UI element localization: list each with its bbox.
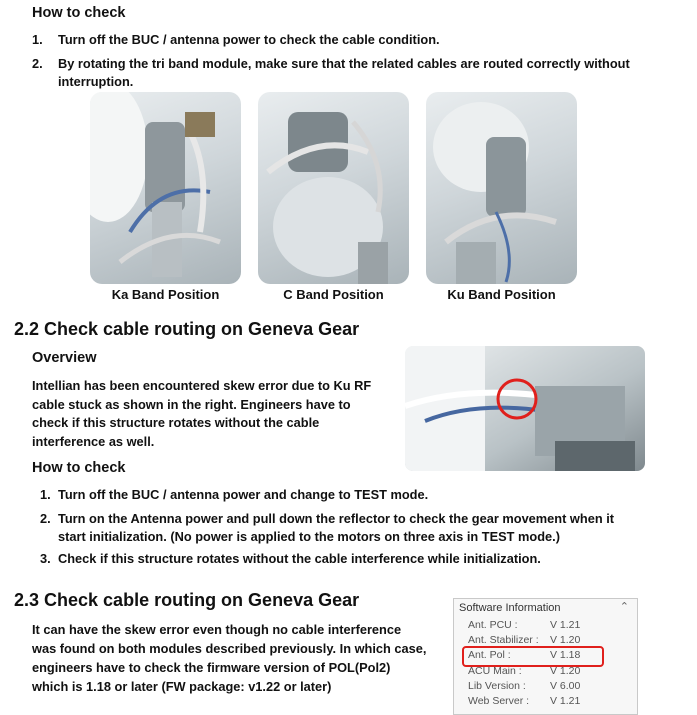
how-to-check-heading: How to check (32, 5, 126, 21)
section-2-3-paragraph (32, 620, 452, 696)
step-number: 3. (40, 551, 51, 566)
software-key: Ant. Stabilizer : (468, 634, 539, 646)
software-row (468, 695, 618, 709)
software-key: Web Server : (468, 695, 530, 707)
geneva-gear-photo (405, 346, 645, 471)
software-value: V 1.21 (550, 619, 581, 631)
overview-line: Intellian has been encountered skew error due to Ku RF (32, 378, 372, 393)
ku-band-caption: Ku Band Position (447, 287, 556, 302)
overview-line: interference as well. (32, 433, 155, 449)
paragraph-line: was found on both modules described previously. In which case, (32, 641, 427, 656)
step-3 (40, 550, 541, 568)
software-key: Ant. PCU : (468, 619, 518, 631)
software-value: V 6.00 (550, 680, 581, 692)
step-1 (40, 486, 428, 504)
overview-line: check if this structure rotates without the cable (32, 415, 320, 430)
software-key: Ant. Pol : (468, 649, 511, 661)
software-key: ACU Main : (468, 665, 522, 677)
step-number: 2. (40, 511, 51, 526)
overview-line: cable stuck as shown in the right. Engineers have to (32, 396, 351, 412)
c-band-caption: C Band Position (283, 287, 384, 302)
software-row (468, 665, 618, 679)
step-text: Turn off the BUC / antenna power to check the cable condition. (58, 32, 440, 47)
step-text-cont: start initialization. (No power is applied to the motors on three axis in TEST mode.) (58, 529, 560, 544)
software-row (468, 680, 618, 694)
step-text: By rotating the tri band module, make sure that the related cables are routed correctly without (58, 56, 630, 71)
ka-band-photo (90, 92, 241, 284)
paragraph-line: which is 1.18 or later (FW package: v1.22 or later) (32, 679, 332, 694)
software-value: V 1.21 (550, 695, 581, 707)
highlight-circle (498, 380, 536, 418)
step-1 (32, 31, 440, 49)
software-value: V 1.18 (550, 649, 581, 661)
section-2-2-title: 2.2 Check cable routing on Geneva Gear (14, 319, 360, 339)
step-text-cont: interruption. (58, 74, 134, 89)
step-number: 2. (32, 56, 43, 71)
paragraph-line: It can have the skew error even though no cable interference (32, 622, 402, 637)
step-2 (32, 55, 672, 91)
overview-paragraph (32, 377, 402, 451)
software-value: V 1.20 (550, 634, 581, 646)
software-row (468, 619, 618, 633)
step-text: Turn off the BUC / antenna power and change to TEST mode. (58, 487, 429, 502)
paragraph-line: engineers have to check the firmware version of POL(Pol2) (32, 660, 391, 675)
step-text: Turn on the Antenna power and pull down the reflector to check the gear movement when it (58, 511, 615, 526)
chevron-up-icon[interactable]: ⌃ (619, 601, 629, 613)
section-2-3-title: 2.3 Check cable routing on Geneva Gear (14, 590, 360, 610)
highlight-box (462, 646, 604, 667)
software-information-panel (453, 598, 638, 715)
software-value: V 1.20 (550, 665, 581, 677)
software-information-title: Software Information (459, 602, 561, 614)
overview-heading: Overview (32, 350, 97, 366)
step-number: 1. (40, 487, 51, 502)
step-text: Check if this structure rotates without the cable interference while initialization. (58, 551, 541, 566)
step-number: 1. (32, 32, 43, 47)
ku-band-photo (426, 92, 577, 284)
step-2 (40, 510, 680, 546)
how-to-check-heading-2: How to check (32, 460, 126, 476)
c-band-photo (258, 92, 409, 284)
ka-band-caption: Ka Band Position (111, 287, 220, 302)
software-key: Lib Version : (468, 680, 526, 692)
